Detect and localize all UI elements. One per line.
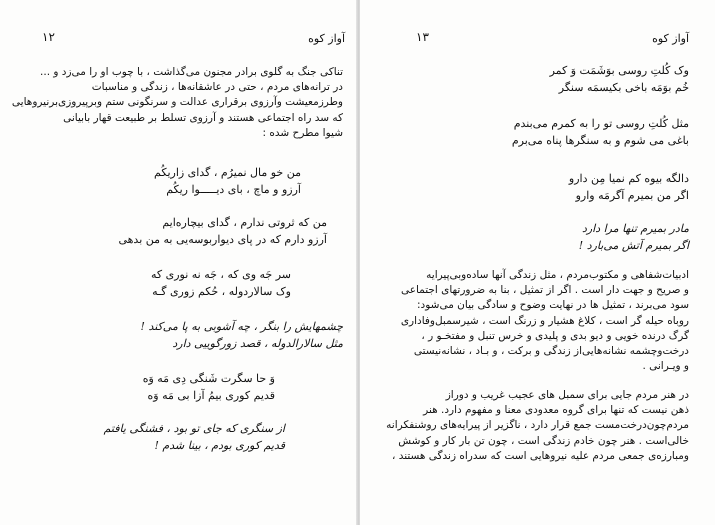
left-running-title: آواز کوه: [308, 32, 345, 45]
verse-line: چشمهایش را بنگر ، چه آشوبی به پا می‌کند !: [140, 320, 343, 333]
left-prose-paragraph: [11, 65, 343, 141]
right-verse-4: [489, 220, 689, 254]
left-page: [0, 0, 357, 525]
left-verse-6: [65, 420, 285, 454]
text-line: و ویـرانی .: [642, 360, 689, 373]
text-line: گرگ درنده خویی و دیو بدی و پلیدی و خرس تنبل و مفتخـو ر ،: [421, 329, 689, 342]
left-verse-5: [75, 370, 275, 404]
right-verse-2: [429, 115, 689, 149]
text-line: وطرزمعیشت وآرزوی برقراری عدالت و سرنگونی ستم وبرپیروزی‌برنیروهایی: [11, 96, 343, 109]
verse-line: آرزو و ماچ ، بای دیـــــوا ریکُم: [166, 183, 301, 196]
left-verse-2: [67, 214, 327, 248]
left-page-number: ۱۲: [42, 30, 55, 44]
verse-line: اگر بمیرم آتش می‌بارد !: [578, 239, 689, 252]
left-verse-1: [101, 164, 301, 198]
right-verse-3: [469, 170, 689, 204]
text-line: درخت‌وچشمه نشانه‌هایی‌از زندگی و برکت ، و بـاد ، نشانه‌نیستی: [413, 345, 689, 358]
right-page-number: ۱۳: [416, 30, 429, 44]
verse-line: وک کُلتِ روسی بوَشَمَت وَ کمر: [549, 64, 689, 77]
verse-line: اگر من بمیرم آگرمَه وارو: [575, 189, 689, 202]
verse-line: وَ حا سگرت شَنگی دِی مَه وَه: [142, 372, 275, 385]
right-page: [360, 0, 715, 525]
verse-line: از سنگری که جای تو بود ، فشنگی یافتم: [103, 422, 285, 435]
verse-line: قدیم کوری بیمُ آزا بی مَه وَه: [147, 389, 275, 402]
text-line: که سد راه اجتماعی هستند و آرزوی تسلط بر طبیعت قهار بابیانی: [63, 111, 343, 124]
verse-line: وک سالاردوله ، حُکم زوری گـه: [152, 285, 291, 298]
text-line: ادبیات‌شفاهی و مکتوب‌مردم ، مثل زندگی آنها ساده‌وبی‌پیرایه: [426, 269, 689, 281]
verse-line: آرزو دارم که در پای دیواربوسه‌یی به من بدهی: [118, 233, 327, 246]
verse-line: خُم بوَمَه باخی بکیسمَه سنگر: [558, 81, 689, 94]
text-line: خالی‌است . هنر چون خادم زندگی است ، چون تن بار کار و کوشش: [398, 434, 689, 447]
text-line: تناکی جنگ به گلوی برادر مجنون می‌گذاشت ، با چوب او را می‌زد و ...: [40, 66, 343, 78]
verse-line: مثل سالارالدوله ، قصد زورگوییی دارد: [172, 337, 343, 350]
right-running-title: آواز کوه: [652, 32, 689, 45]
right-verse-1: [489, 62, 689, 96]
text-line: ذهن نیست که تنها برای گروه معدودی معنا و مفهوم دارد. هنر: [423, 404, 689, 417]
verse-line: قدیم کوری بودم ، بینا شدم !: [154, 439, 285, 452]
verse-line: من خو مال نمیرُم ، گدای زاریکُم: [154, 166, 301, 179]
right-prose-paragraph-2: [381, 388, 689, 464]
left-verse-4: [43, 318, 343, 352]
verse-line: دالگه بیوه کم نمیا مِن دارو: [568, 172, 689, 185]
text-line: روباه حیله گر است ، کلاغ هشیار و زرنگ است ، شیرسمبل‌وفاداری: [400, 314, 689, 327]
right-prose-paragraph-1: [381, 268, 689, 374]
text-line: در ترانه‌های مردم ، حتی در عاشقانه‌ها ، زندگی و مناسبات: [91, 81, 343, 94]
text-line: در هنر مردم جایی برای سمبل های عجیب غریب و دوراز: [445, 389, 689, 401]
verse-line: سر جَه وی که ، جَه نه نوری که: [150, 268, 291, 281]
text-line: شیوا مطرح شده :: [262, 126, 343, 139]
text-line: ومبارزه‌ی جمعی مردم علیه نیروهایی است که سدراه زندگی هستند ،: [391, 449, 689, 462]
text-line: مردم‌چون‌درخت‌مست جمع قرار دارد ، ناگزیر از پیرایه‌های روشنفکرانه: [386, 419, 689, 432]
left-verse-3: [91, 266, 291, 300]
verse-line: باغی می شوم و به سنگرها پناه می‌برم: [511, 134, 689, 147]
verse-line: مادر بمیرم تنها مرا دارد: [581, 222, 689, 235]
text-line: سود می‌برند ، تمثیل ها در نهایت وضوح و سادگی بیان می‌شود:: [417, 299, 689, 312]
verse-line: مثل کُلتِ روسی تو را به کمرم می‌بندم: [513, 117, 689, 130]
text-line: و صریح و جهت دار است . اگر از تمثیل ، بنا به ضرورتهای اجتماعی: [400, 284, 689, 297]
verse-line: من که ثروتی ندارم ، گدای بیچاره‌ایم: [162, 216, 327, 229]
